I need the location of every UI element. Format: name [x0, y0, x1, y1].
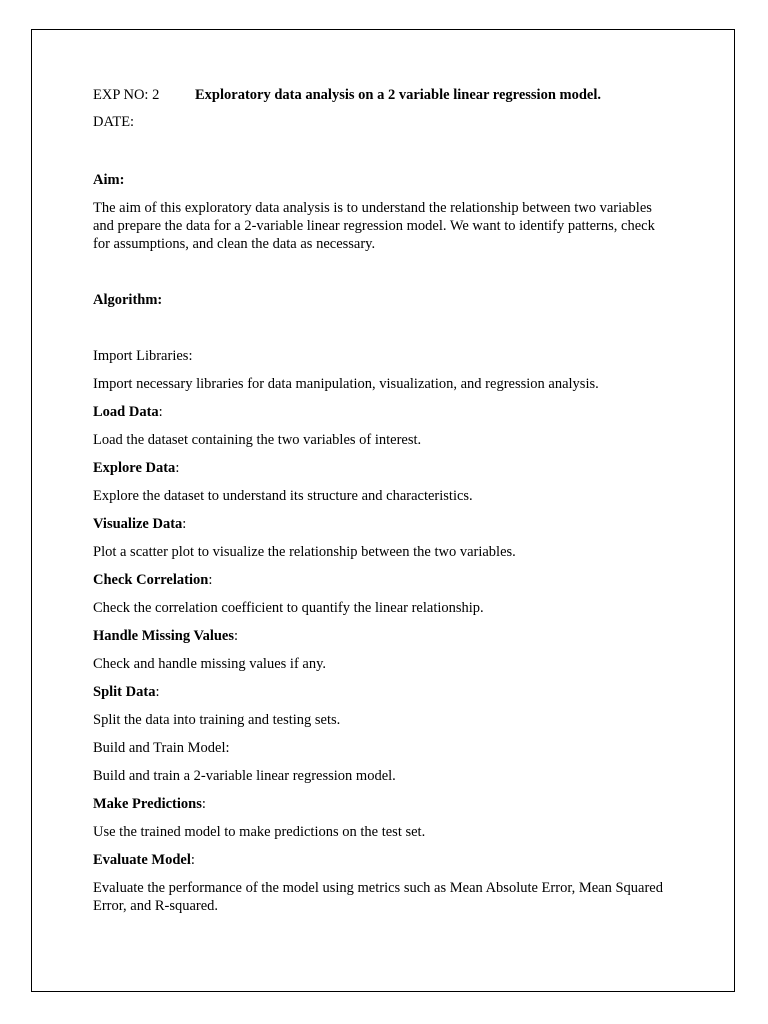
algorithm-heading: Algorithm:: [93, 292, 163, 308]
experiment-header: [93, 86, 673, 106]
step-title: [93, 571, 673, 589]
step-colon: :: [190, 852, 195, 868]
experiment-title: Exploratory data analysis on a 2 variable linear regression model.: [195, 87, 602, 103]
step-colon: :: [182, 516, 187, 532]
aim-heading: Aim:: [93, 172, 125, 188]
step-description: Check and handle missing values if any.: [93, 656, 327, 672]
step-description: Split the data into training and testing sets.: [93, 712, 341, 728]
step-title: [93, 403, 673, 421]
step-colon: :: [225, 740, 230, 756]
aim-text: The aim of this exploratory data analysis is to understand the relationship between two variables and prepare the data for a 2-variable linear regression model. We want to identify patterns, check for assumptions, and clean the data as necessary.: [93, 200, 655, 252]
step-title: [93, 795, 673, 813]
step-colon: :: [155, 684, 160, 700]
step-name: Check Correlation: [93, 572, 209, 588]
step-title: [93, 347, 673, 365]
step-colon: :: [201, 796, 206, 812]
step-title: [93, 515, 673, 533]
step-name: Visualize Data: [93, 516, 183, 532]
date-label: DATE:: [93, 114, 135, 130]
step-title: [93, 627, 673, 645]
step-description: Import necessary libraries for data manipulation, visualization, and regression analysis.: [93, 376, 599, 392]
step-name: Make Predictions: [93, 796, 202, 812]
experiment-number: EXP NO: 2: [93, 87, 160, 103]
step-title: [93, 851, 673, 869]
document-content: [93, 86, 673, 925]
step-title: [93, 459, 673, 477]
step-name: Split Data: [93, 684, 156, 700]
step-name: Import Libraries: [93, 348, 189, 364]
step-name: Explore Data: [93, 460, 176, 476]
step-colon: :: [188, 348, 193, 364]
step-description: Evaluate the performance of the model using metrics such as Mean Absolute Error, Mean Squared Error, and R-squared.: [93, 880, 663, 914]
step-description: Build and train a 2-variable linear regression model.: [93, 768, 396, 784]
step-description: Use the trained model to make predictions on the test set.: [93, 824, 426, 840]
step-colon: :: [175, 460, 180, 476]
step-colon: :: [208, 572, 213, 588]
step-name: Evaluate Model: [93, 852, 191, 868]
step-name: Handle Missing Values: [93, 628, 235, 644]
step-colon: :: [234, 628, 239, 644]
step-description: Load the dataset containing the two variables of interest.: [93, 432, 422, 448]
algorithm-steps: [93, 347, 673, 915]
step-name: Build and Train Model: [93, 740, 226, 756]
step-name: Load Data: [93, 404, 159, 420]
step-description: Plot a scatter plot to visualize the relationship between the two variables.: [93, 544, 516, 560]
step-description: Check the correlation coefficient to quantify the linear relationship.: [93, 600, 484, 616]
step-colon: :: [158, 404, 163, 420]
step-description: Explore the dataset to understand its structure and characteristics.: [93, 488, 473, 504]
step-title: [93, 683, 673, 701]
step-title: [93, 739, 673, 757]
